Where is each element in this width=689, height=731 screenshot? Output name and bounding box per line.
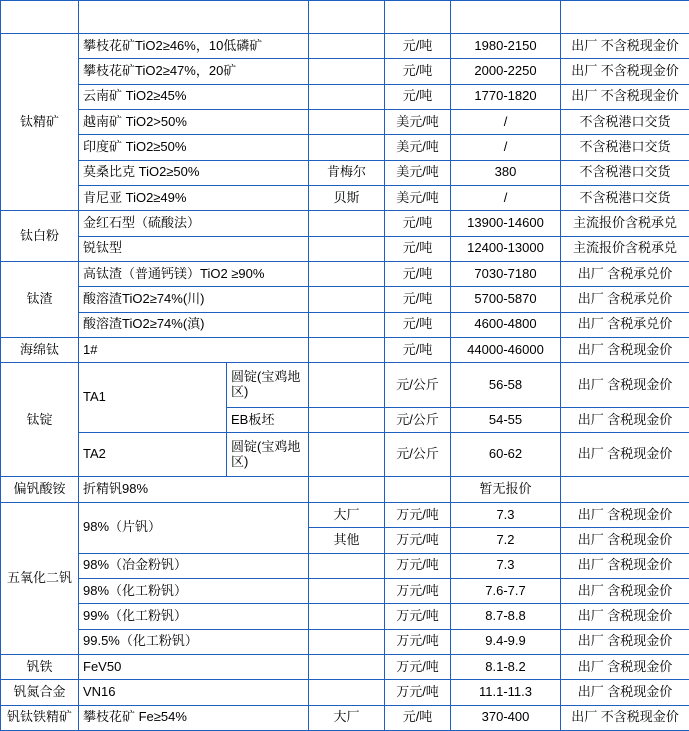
unit-cell: 美元/吨 bbox=[385, 110, 451, 135]
product-category: 偏钒酸铵 bbox=[1, 477, 79, 502]
spec-cell: 酸溶渣TiO2≥74%(滇) bbox=[79, 312, 309, 337]
unit-cell: 元/吨 bbox=[385, 338, 451, 363]
note-cell: 出厂 含税现金价 bbox=[561, 528, 689, 553]
note-cell: 出厂 不含税现金价 bbox=[561, 705, 689, 730]
manufacturer-cell bbox=[309, 604, 385, 629]
manufacturer-cell bbox=[309, 578, 385, 603]
spec-cell: 高钛渣（普通钙镁）TiO2 ≥90% bbox=[79, 262, 309, 287]
table-row bbox=[1, 629, 689, 654]
table-row bbox=[1, 236, 689, 261]
note-cell: 不含税港口交货 bbox=[561, 135, 689, 160]
unit-cell: 美元/吨 bbox=[385, 186, 451, 211]
price-cell: 1770-1820 bbox=[451, 84, 561, 109]
unit-cell: 元/吨 bbox=[385, 84, 451, 109]
table-row bbox=[1, 604, 689, 629]
note-cell: 主流报价含税承兑 bbox=[561, 211, 689, 236]
spec-cell: 酸溶渣TiO2≥74%(川) bbox=[79, 287, 309, 312]
unit-cell: 万元/吨 bbox=[385, 528, 451, 553]
unit-cell: 万元/吨 bbox=[385, 654, 451, 679]
unit-cell: 元/吨 bbox=[385, 34, 451, 59]
price-cell: 11.1-11.3 bbox=[451, 680, 561, 705]
spec-cell: 折精钒98% bbox=[79, 477, 309, 502]
table-row bbox=[1, 553, 689, 578]
price-cell: 8.1-8.2 bbox=[451, 654, 561, 679]
table-row bbox=[1, 433, 689, 477]
header-product: 产品 bbox=[1, 1, 79, 34]
spec-cell: 云南矿 TiO2≥45% bbox=[79, 84, 309, 109]
unit-cell: 元/吨 bbox=[385, 211, 451, 236]
table-row bbox=[1, 186, 689, 211]
price-cell: 56-58 bbox=[451, 363, 561, 407]
table-row bbox=[1, 338, 689, 363]
spec-cell: 肯尼亚 TiO2≥49% bbox=[79, 186, 309, 211]
manufacturer-cell bbox=[309, 629, 385, 654]
table-row bbox=[1, 84, 689, 109]
price-cell: 1980-2150 bbox=[451, 34, 561, 59]
header-manufacturer: 生产厂家 bbox=[309, 1, 385, 34]
spec-cell: 攀枝花矿TiO2≥47%，20矿 bbox=[79, 59, 309, 84]
header-unit: 单位 bbox=[385, 1, 451, 34]
unit-cell: 万元/吨 bbox=[385, 502, 451, 527]
table-row bbox=[1, 110, 689, 135]
spec-cell: 99.5%（化工粉钒） bbox=[79, 629, 309, 654]
spec-cell: 印度矿 TiO2≥50% bbox=[79, 135, 309, 160]
unit-cell: 万元/吨 bbox=[385, 553, 451, 578]
note-cell: 出厂 含税现金价 bbox=[561, 502, 689, 527]
price-cell: 12400-13000 bbox=[451, 236, 561, 261]
price-cell: 2000-2250 bbox=[451, 59, 561, 84]
manufacturer-cell bbox=[309, 110, 385, 135]
note-cell: 出厂 含税现金价 bbox=[561, 578, 689, 603]
spec-cell: 圆锭(宝鸡地区) bbox=[227, 363, 309, 407]
unit-cell: 元/公斤 bbox=[385, 407, 451, 432]
spec-cell: 圆锭(宝鸡地区) bbox=[227, 433, 309, 477]
note-cell: 出厂 含税现金价 bbox=[561, 604, 689, 629]
unit-cell: 万元/吨 bbox=[385, 680, 451, 705]
unit-cell: 元/吨 bbox=[385, 59, 451, 84]
price-cell: 380 bbox=[451, 160, 561, 185]
manufacturer-cell: 大厂 bbox=[309, 705, 385, 730]
unit-cell: 万元/吨 bbox=[385, 604, 451, 629]
spec-cell: 攀枝花矿TiO2≥46%，10低磷矿 bbox=[79, 34, 309, 59]
unit-cell: 万元/吨 bbox=[385, 578, 451, 603]
spec-cell: 锐钛型 bbox=[79, 236, 309, 261]
grade-cell: TA1 bbox=[79, 363, 227, 433]
table-row bbox=[1, 654, 689, 679]
manufacturer-cell bbox=[309, 211, 385, 236]
unit-cell: 元/公斤 bbox=[385, 433, 451, 477]
note-cell: 出厂 含税现金价 bbox=[561, 407, 689, 432]
table-row bbox=[1, 312, 689, 337]
product-category: 钛渣 bbox=[1, 262, 79, 338]
table-row bbox=[1, 680, 689, 705]
unit-cell: 元/公斤 bbox=[385, 363, 451, 407]
unit-cell bbox=[385, 477, 451, 502]
table-row bbox=[1, 578, 689, 603]
manufacturer-cell bbox=[309, 363, 385, 407]
product-category: 钒铁 bbox=[1, 654, 79, 679]
note-cell: 不含税港口交货 bbox=[561, 110, 689, 135]
product-category: 五氧化二钒 bbox=[1, 502, 79, 654]
price-cell: 9.4-9.9 bbox=[451, 629, 561, 654]
table-row bbox=[1, 59, 689, 84]
manufacturer-cell bbox=[309, 477, 385, 502]
manufacturer-cell: 大厂 bbox=[309, 502, 385, 527]
manufacturer-cell: 其他 bbox=[309, 528, 385, 553]
header-spec: 规格/牌号 bbox=[79, 1, 309, 34]
table-row bbox=[1, 160, 689, 185]
unit-cell: 元/吨 bbox=[385, 705, 451, 730]
spec-cell: 98%（冶金粉钒） bbox=[79, 553, 309, 578]
manufacturer-cell bbox=[309, 312, 385, 337]
product-category: 钛锭 bbox=[1, 363, 79, 477]
unit-cell: 美元/吨 bbox=[385, 135, 451, 160]
table-row bbox=[1, 135, 689, 160]
price-cell: / bbox=[451, 186, 561, 211]
unit-cell: 元/吨 bbox=[385, 236, 451, 261]
spec-cell: 98%（片钒） bbox=[79, 502, 309, 553]
manufacturer-cell bbox=[309, 338, 385, 363]
note-cell: 出厂 含税承兑价 bbox=[561, 262, 689, 287]
spec-cell: 越南矿 TiO2>50% bbox=[79, 110, 309, 135]
note-cell: 出厂 不含税现金价 bbox=[561, 84, 689, 109]
spec-cell: 98%（化工粉钒） bbox=[79, 578, 309, 603]
price-cell: 7030-7180 bbox=[451, 262, 561, 287]
table-header bbox=[1, 1, 689, 34]
table-row bbox=[1, 477, 689, 502]
price-cell: / bbox=[451, 110, 561, 135]
price-cell: 60-62 bbox=[451, 433, 561, 477]
price-cell: 54-55 bbox=[451, 407, 561, 432]
manufacturer-cell bbox=[309, 407, 385, 432]
manufacturer-cell bbox=[309, 236, 385, 261]
price-cell: 8.7-8.8 bbox=[451, 604, 561, 629]
manufacturer-cell bbox=[309, 287, 385, 312]
price-cell: 暂无报价 bbox=[451, 477, 561, 502]
spec-cell: 99%（化工粉钒） bbox=[79, 604, 309, 629]
price-cell: 7.6-7.7 bbox=[451, 578, 561, 603]
header-price: 主流报价 bbox=[451, 1, 561, 34]
product-category: 钒钛铁精矿 bbox=[1, 705, 79, 730]
grade-cell: TA2 bbox=[79, 433, 227, 477]
table-row bbox=[1, 262, 689, 287]
manufacturer-cell: 贝斯 bbox=[309, 186, 385, 211]
product-category: 钒氮合金 bbox=[1, 680, 79, 705]
note-cell: 出厂 含税现金价 bbox=[561, 553, 689, 578]
product-category: 钛白粉 bbox=[1, 211, 79, 262]
note-cell: 出厂 不含税现金价 bbox=[561, 59, 689, 84]
table-row bbox=[1, 363, 689, 407]
note-cell: 出厂 含税承兑价 bbox=[561, 312, 689, 337]
note-cell: 不含税港口交货 bbox=[561, 186, 689, 211]
spec-cell: 攀枝花矿 Fe≥54% bbox=[79, 705, 309, 730]
unit-cell: 元/吨 bbox=[385, 287, 451, 312]
price-cell: 13900-14600 bbox=[451, 211, 561, 236]
manufacturer-cell bbox=[309, 553, 385, 578]
table-header-row bbox=[1, 1, 689, 34]
price-cell: 5700-5870 bbox=[451, 287, 561, 312]
spec-cell: FeV50 bbox=[79, 654, 309, 679]
manufacturer-cell bbox=[309, 34, 385, 59]
unit-cell: 元/吨 bbox=[385, 262, 451, 287]
unit-cell: 元/吨 bbox=[385, 312, 451, 337]
note-cell: 出厂 不含税现金价 bbox=[561, 34, 689, 59]
spec-cell: VN16 bbox=[79, 680, 309, 705]
note-cell: 出厂 含税现金价 bbox=[561, 654, 689, 679]
table-row bbox=[1, 34, 689, 59]
manufacturer-cell bbox=[309, 262, 385, 287]
spec-cell: 金红石型（硫酸法） bbox=[79, 211, 309, 236]
note-cell: 出厂 含税现金价 bbox=[561, 338, 689, 363]
spec-cell: 1# bbox=[79, 338, 309, 363]
manufacturer-cell bbox=[309, 433, 385, 477]
unit-cell: 美元/吨 bbox=[385, 160, 451, 185]
table-row bbox=[1, 287, 689, 312]
manufacturer-cell bbox=[309, 84, 385, 109]
note-cell: 出厂 含税承兑价 bbox=[561, 287, 689, 312]
note-cell: 出厂 含税现金价 bbox=[561, 433, 689, 477]
spec-cell: 莫桑比克 TiO2≥50% bbox=[79, 160, 309, 185]
price-cell: 7.3 bbox=[451, 502, 561, 527]
note-cell: 主流报价含税承兑 bbox=[561, 236, 689, 261]
manufacturer-cell: 肯梅尔 bbox=[309, 160, 385, 185]
price-cell: 44000-46000 bbox=[451, 338, 561, 363]
manufacturer-cell bbox=[309, 654, 385, 679]
price-cell: 370-400 bbox=[451, 705, 561, 730]
unit-cell: 万元/吨 bbox=[385, 629, 451, 654]
note-cell: 不含税港口交货 bbox=[561, 160, 689, 185]
product-category: 海绵钛 bbox=[1, 338, 79, 363]
table-row bbox=[1, 502, 689, 527]
header-note: 备注 bbox=[561, 1, 689, 34]
price-cell: 7.2 bbox=[451, 528, 561, 553]
manufacturer-cell bbox=[309, 680, 385, 705]
table-row bbox=[1, 211, 689, 236]
spec-cell: EB板坯 bbox=[227, 407, 309, 432]
note-cell bbox=[561, 477, 689, 502]
table-body bbox=[1, 34, 689, 731]
price-cell: 4600-4800 bbox=[451, 312, 561, 337]
note-cell: 出厂 含税现金价 bbox=[561, 680, 689, 705]
manufacturer-cell bbox=[309, 135, 385, 160]
price-cell: 7.3 bbox=[451, 553, 561, 578]
note-cell: 出厂 含税现金价 bbox=[561, 363, 689, 407]
table-row bbox=[1, 705, 689, 730]
product-category: 钛精矿 bbox=[1, 34, 79, 211]
note-cell: 出厂 含税现金价 bbox=[561, 629, 689, 654]
manufacturer-cell bbox=[309, 59, 385, 84]
price-cell: / bbox=[451, 135, 561, 160]
